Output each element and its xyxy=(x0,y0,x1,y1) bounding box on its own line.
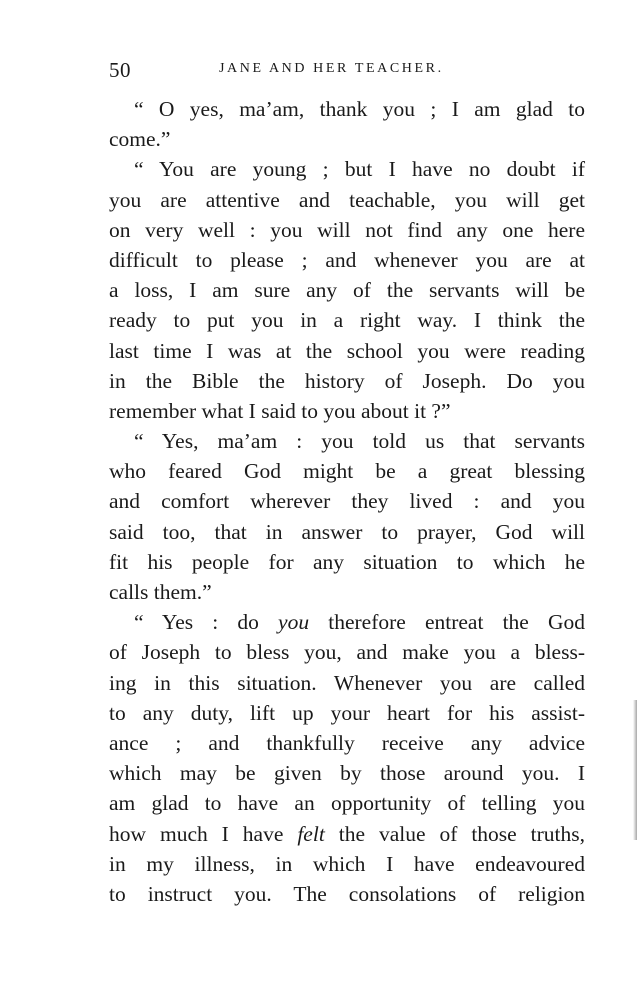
text-line: last time I was at the school you were reading xyxy=(109,338,585,363)
text-line: you are attentive and teachable, you will get xyxy=(109,187,585,212)
text-line: “ O yes, ma’am, thank you ; I am glad to xyxy=(134,97,585,121)
text-line: “ You are young ; but I have no doubt if xyxy=(134,157,585,182)
emphasis: you xyxy=(278,610,310,635)
text-line: ing in this situation. Whenever you are called xyxy=(109,670,585,695)
text-line: in my illness, in which I have endeavoured xyxy=(109,851,585,876)
text-line: how much I have felt the value of those truths, xyxy=(109,821,585,846)
text-line: difficult to please ; and whenever you are at xyxy=(109,247,585,272)
running-title: JANE AND HER TEACHER. xyxy=(219,61,444,76)
text-line: a loss, I am sure any of the servants will be xyxy=(109,278,585,303)
text-line: come.” xyxy=(109,127,171,152)
body-text xyxy=(109,94,585,909)
text-line: “ Yes, ma’am : you told us that servants xyxy=(134,429,585,454)
text-line: calls them.” xyxy=(109,580,212,604)
text-line: ready to put you in a right way. I think the xyxy=(109,308,585,333)
emphasis: felt xyxy=(297,821,325,846)
text-line: in the Bible the history of Joseph. Do you xyxy=(109,368,585,393)
text-line: “ Yes : do you therefore entreat the God xyxy=(134,610,585,635)
text-line: am glad to have an opportunity of telling you xyxy=(109,791,585,816)
page-number: 50 xyxy=(109,58,131,82)
text-line: on very well : you will not find any one here xyxy=(109,217,585,242)
text-line: ance ; and thankfully receive any advice xyxy=(109,730,585,755)
page-edge-shadow xyxy=(633,700,637,840)
running-head xyxy=(109,58,585,84)
text-line: which may be given by those around you. I xyxy=(109,761,585,786)
text-line: fit his people for any situation to which he xyxy=(109,549,585,574)
text-line: remember what I said to you about it ?” xyxy=(109,398,451,423)
text-line: and comfort wherever they lived : and you xyxy=(109,489,585,514)
text-line: said too, that in answer to prayer, God will xyxy=(109,519,585,544)
text-line: to instruct you. The consolations of religion xyxy=(109,881,585,906)
text-line: of Joseph to bless you, and make you a bless- xyxy=(109,640,585,665)
text-line: to any duty, lift up your heart for his assist- xyxy=(109,700,585,725)
text-line: who feared God might be a great blessing xyxy=(109,459,585,484)
